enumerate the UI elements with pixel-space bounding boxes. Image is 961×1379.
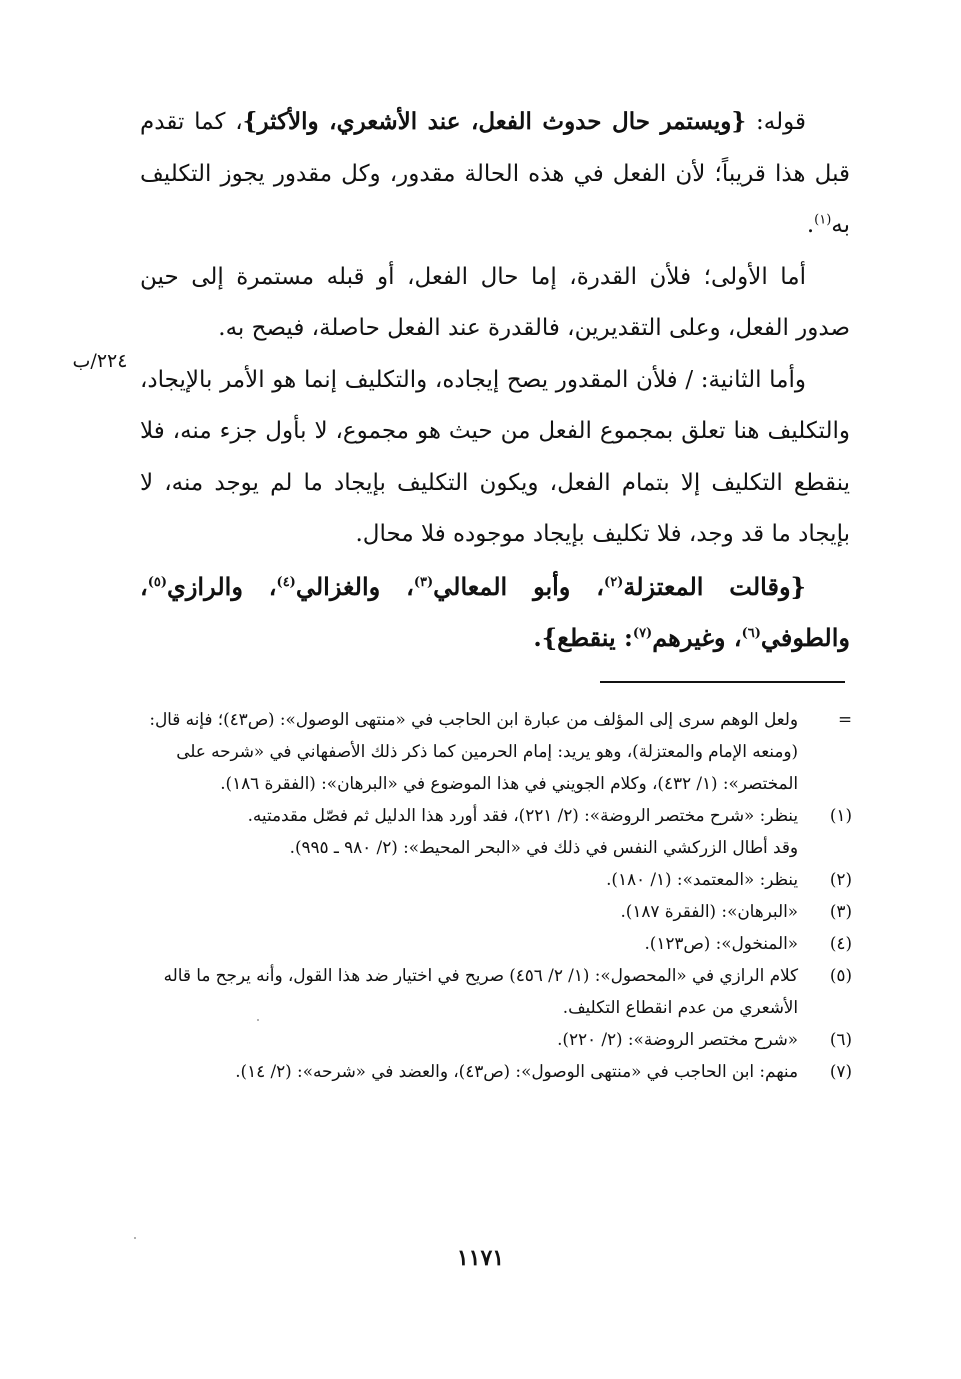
footnote-continuation [140, 703, 852, 799]
page-number: ١١٧١ [456, 1245, 505, 1271]
footnote-text: منهم: ابن الحاجب في «منتهى الوصول»: (ص٤٣)، والعضد في «شرحه»: (٢/ ١٤). [235, 1061, 798, 1081]
footnote-text: كلام الرازي في «المحصول»: (١/ ٢/ ٤٥٦) صريح في اختيار ضد هذا القول، وأنه يرجح ما قاله الأشعري من عدم انقطاع التكليف. [163, 965, 798, 1017]
footnote-text: «البرهان»: (الفقرة ١٨٧). [620, 901, 798, 921]
footnote-ref-1[interactable]: (١) [814, 212, 832, 228]
footnote-7 [140, 1055, 852, 1087]
commentary-text: ، كما تقدم قبل هذا قريباً؛ لأن الفعل في هذه الحالة مقدور، وكل مقدور يجوز التكليف به [140, 109, 850, 238]
footnotes-section [140, 703, 852, 1087]
main-text [140, 96, 850, 664]
paragraph-3: وأما الثانية: / فلأن المقدور يصح إيجاده، والتكليف إنما هو الأمر بالإيجاد، والتكليف هنا تعلق بمجموع الفعل من حيث هو مجموع، لا بأول جزء منه، فلا ينقطع التكليف إلا بتمام الفعل، ويكون التكليف بإيجاد ما لم يوجد منه، لا بإيجاد ما قد وجد، فلا تكليف بإيجاد موجوده فلا محال. [140, 366, 850, 547]
scan-speck [134, 1237, 136, 1239]
footnote-text: ينظر: «المعتمد»: (١/ ١٨٠). [606, 869, 798, 889]
footnote-2 [140, 863, 852, 895]
footnote-text: «المنخول»: (ص١٢٣). [644, 933, 798, 953]
manuscript-folio-marker: ٢٢٤/ب [72, 350, 128, 372]
footnote-ref-4[interactable]: (٤) [276, 574, 296, 590]
footnote-separator [600, 681, 845, 683]
footnote-6 [140, 1023, 852, 1055]
footnote-text: ولعل الوهم سرى إلى المؤلف من عبارة ابن الحاجب في «منتهى الوصول»: (ص٤٣)؛ فإنه قال: (ومنعه الإمام والمعتزلة)، وهو يريد: إمام الحرمين كما ذكر ذلك الأصفهاني في «شرحه على المختصر»: (١/ ٤٣٢)، وكلام الجويني في هذا الموضوع في «البرهان»: (الفقرة ١٨٦). [149, 709, 798, 793]
footnote-ref-2[interactable]: (٢) [604, 574, 624, 590]
continuation-marker: = [837, 709, 852, 729]
footnote-number: (٥) [829, 965, 852, 985]
paragraph-2: أما الأولى؛ فلأن القدرة، إما حال الفعل، أو قبله مستمرة إلى حين صدور الفعل، وعلى التقديرين، فالقدرة عند الفعل حاصلة، فيصح به. [140, 263, 850, 341]
footnote-5 [140, 959, 852, 1023]
paragraph-4: {وقالت المعتزلة$^{(٢)}$، وأبو المعالي$^{(٣)}$، والغزالي$^{(٤)}$، والرازي$^{(٥)}$، والطوفي$^{(٦)}$، وغيرهم$^{(٧)}$: ينقطع}. [140, 571, 850, 652]
footnote-ref-7[interactable]: (٧) [632, 626, 653, 641]
footnote-text-continued: وقد أطال الزركشي النفس في ذلك في «البحر المحيط»: (٢/ ٩٨٠ ـ ٩٩٥). [289, 837, 798, 857]
quoted-matn: {ويستمر حال حدوث الفعل، عند الأشعري، والأكثر} [242, 108, 747, 135]
footnote-ref-6[interactable]: (٦) [741, 626, 761, 641]
footnote-number: (٤) [829, 933, 852, 953]
footnote-number: (٣) [829, 901, 852, 921]
footnote-1 [140, 799, 852, 863]
footnote-4 [140, 927, 852, 959]
footnote-number: (١) [829, 805, 852, 825]
scan-speck [257, 1019, 259, 1021]
footnote-number: (٧) [829, 1061, 852, 1081]
footnote-text: «شرح مختصر الروضة»: (٢/ ٢٢٠). [557, 1029, 798, 1049]
footnote-number: (٢) [829, 869, 852, 889]
footnote-3 [140, 895, 852, 927]
footnote-ref-3[interactable]: (٣) [413, 574, 434, 590]
paragraph-1: قوله: {ويستمر حال حدوث الفعل، عند الأشعري، والأكثر}، كما تقدم قبل هذا قريباً؛ لأن الفعل في هذه الحالة مقدور، وكل مقدور يجوز التكليف به$^{(١)}$. [140, 108, 850, 238]
footnote-ref-5[interactable]: (٥) [147, 574, 168, 590]
footnote-number: (٦) [829, 1029, 852, 1049]
footnote-text: ينظر: «شرح مختصر الروضة»: (٢/ ٢٢١)، فقد أورد هذا الدليل ثم فصّل مقدمتيه. [247, 805, 798, 825]
quote-lead: قوله: [746, 109, 806, 135]
